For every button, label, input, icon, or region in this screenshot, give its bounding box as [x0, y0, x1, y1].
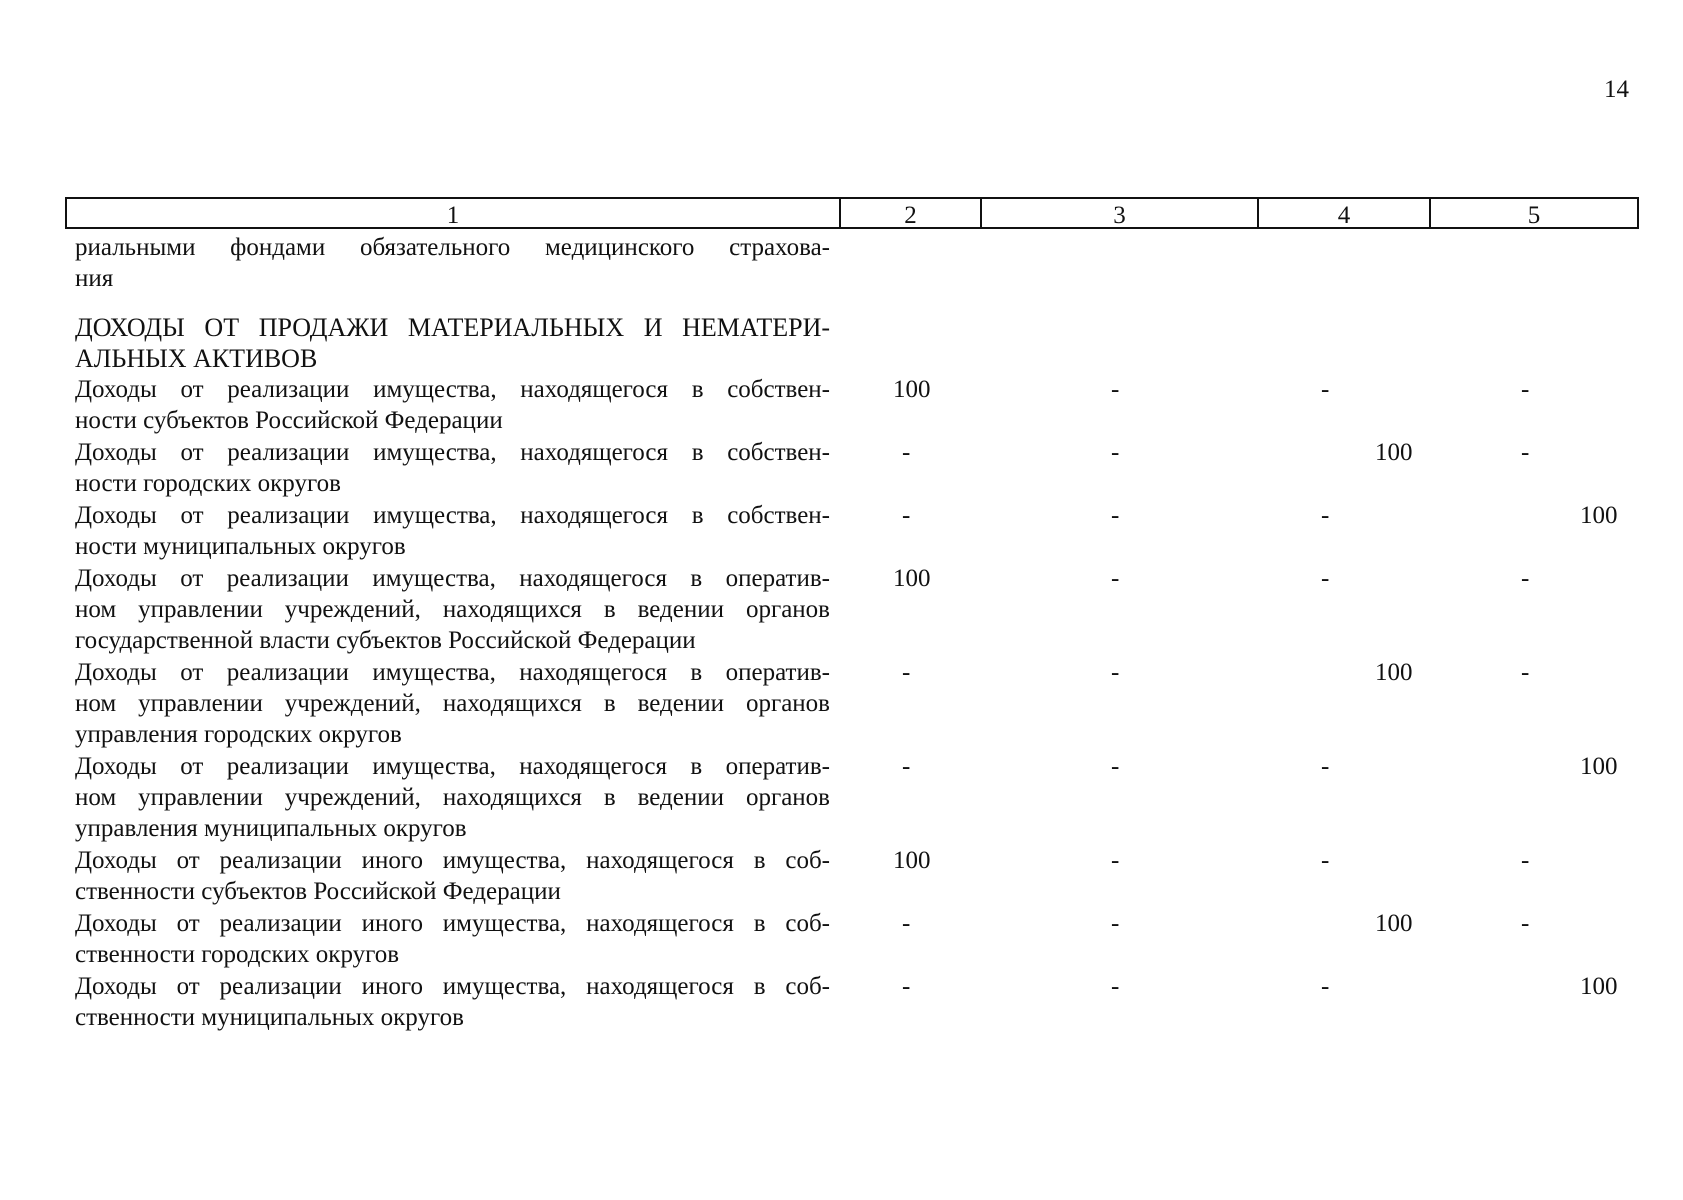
text-line: Доходы от реализации имущества, находящегося в собствен-	[75, 376, 830, 403]
column-header-1: 1	[67, 199, 841, 227]
value-col-3: -	[1111, 847, 1120, 874]
text-line: ности муниципальных округов	[75, 533, 406, 560]
text-line: государственной власти субъектов Российской Федерации	[75, 627, 696, 654]
value-col-4: -	[1321, 565, 1330, 592]
column-header-2: 2	[841, 199, 982, 227]
table-row	[75, 500, 1635, 563]
table-body	[75, 232, 1635, 1033]
value-col-5: -	[1521, 910, 1530, 937]
section-heading	[75, 312, 1635, 374]
section-heading-text	[75, 312, 830, 374]
text-line: управления городских округов	[75, 721, 402, 748]
value-col-2: -	[902, 502, 911, 529]
text-line: ности субъектов Российской Федерации	[75, 407, 503, 434]
value-col-3: -	[1111, 753, 1120, 780]
row-values	[75, 657, 1635, 688]
text-line: ния	[75, 265, 114, 292]
text-line: ности городских округов	[75, 470, 341, 497]
table-row	[75, 374, 1635, 437]
text-line: Доходы от реализации иного имущества, находящегося в соб-	[75, 847, 830, 874]
value-col-5: -	[1521, 439, 1530, 466]
text-line: Доходы от реализации имущества, находящегося в оператив-	[75, 753, 830, 780]
value-col-4: -	[1321, 502, 1330, 529]
text-line: ном управлении учреждений, находящихся в ведении органов	[75, 596, 830, 623]
value-col-2: 100	[893, 376, 931, 403]
row-values	[75, 563, 1635, 594]
table-row	[75, 437, 1635, 500]
text-line: Доходы от реализации имущества, находящегося в собствен-	[75, 439, 830, 466]
row-values	[75, 374, 1635, 405]
row-values	[75, 971, 1635, 1002]
text-line: ном управлении учреждений, находящихся в ведении органов	[75, 784, 830, 811]
value-col-2: -	[902, 910, 911, 937]
value-col-2: -	[902, 753, 911, 780]
value-col-4: -	[1321, 753, 1330, 780]
value-col-2: -	[902, 439, 911, 466]
value-col-2: 100	[893, 847, 931, 874]
value-col-3: -	[1111, 659, 1120, 686]
continuation-row	[75, 232, 1635, 294]
row-values	[75, 845, 1635, 876]
text-line: ном управлении учреждений, находящихся в ведении органов	[75, 690, 830, 717]
value-col-3: -	[1111, 502, 1120, 529]
table-row	[75, 845, 1635, 908]
table-row	[75, 971, 1635, 1033]
value-col-2: 100	[893, 565, 931, 592]
text-line: ственности субъектов Российской Федерации	[75, 878, 561, 905]
spacer	[75, 294, 1635, 312]
value-col-4: -	[1321, 847, 1330, 874]
text-line: ДОХОДЫ ОТ ПРОДАЖИ МАТЕРИАЛЬНЫХ И НЕМАТЕРИ-	[75, 313, 830, 342]
text-line: Доходы от реализации иного имущества, находящегося в соб-	[75, 973, 830, 1000]
column-header-3: 3	[982, 199, 1259, 227]
row-values	[75, 751, 1635, 782]
text-line: риальными фондами обязательного медицинского страхова-	[75, 234, 830, 261]
value-col-5: 100	[1580, 973, 1618, 1000]
text-line: управления муниципальных округов	[75, 815, 467, 842]
column-header-5: 5	[1527, 202, 1541, 229]
value-col-5: 100	[1580, 502, 1618, 529]
row-values	[75, 437, 1635, 468]
text-line: Доходы от реализации иного имущества, находящегося в соб-	[75, 910, 830, 937]
page-number: 14	[1604, 76, 1629, 103]
value-col-4: 100	[1375, 910, 1413, 937]
table-row	[75, 657, 1635, 751]
text-line: Доходы от реализации имущества, находящегося в оператив-	[75, 565, 830, 592]
column-header-4: 4	[1259, 199, 1431, 227]
text-line: Доходы от реализации имущества, находящегося в оператив-	[75, 659, 830, 686]
value-col-5: 100	[1580, 753, 1618, 780]
value-col-2: -	[902, 659, 911, 686]
table-column-header	[65, 197, 1639, 229]
value-col-4: -	[1321, 376, 1330, 403]
continuation-text	[75, 232, 830, 294]
value-col-4: -	[1321, 973, 1330, 1000]
value-col-4: 100	[1375, 439, 1413, 466]
value-col-5: -	[1521, 847, 1530, 874]
value-col-3: -	[1111, 376, 1120, 403]
table-row	[75, 563, 1635, 657]
value-col-5: -	[1521, 565, 1530, 592]
text-line: Доходы от реализации имущества, находящегося в собствен-	[75, 502, 830, 529]
text-line: АЛЬНЫХ АКТИВОВ	[75, 344, 318, 373]
value-col-3: -	[1111, 973, 1120, 1000]
row-values	[75, 908, 1635, 939]
text-line: ственности муниципальных округов	[75, 1004, 464, 1031]
value-col-3: -	[1111, 439, 1120, 466]
text-line: ственности городских округов	[75, 941, 400, 968]
value-col-3: -	[1111, 910, 1120, 937]
value-col-3: -	[1111, 565, 1120, 592]
value-col-5: -	[1521, 659, 1530, 686]
value-col-5: -	[1521, 376, 1530, 403]
value-col-2: -	[902, 973, 911, 1000]
value-col-4: 100	[1375, 659, 1413, 686]
row-values	[75, 500, 1635, 531]
table-row	[75, 751, 1635, 845]
table-row	[75, 908, 1635, 971]
